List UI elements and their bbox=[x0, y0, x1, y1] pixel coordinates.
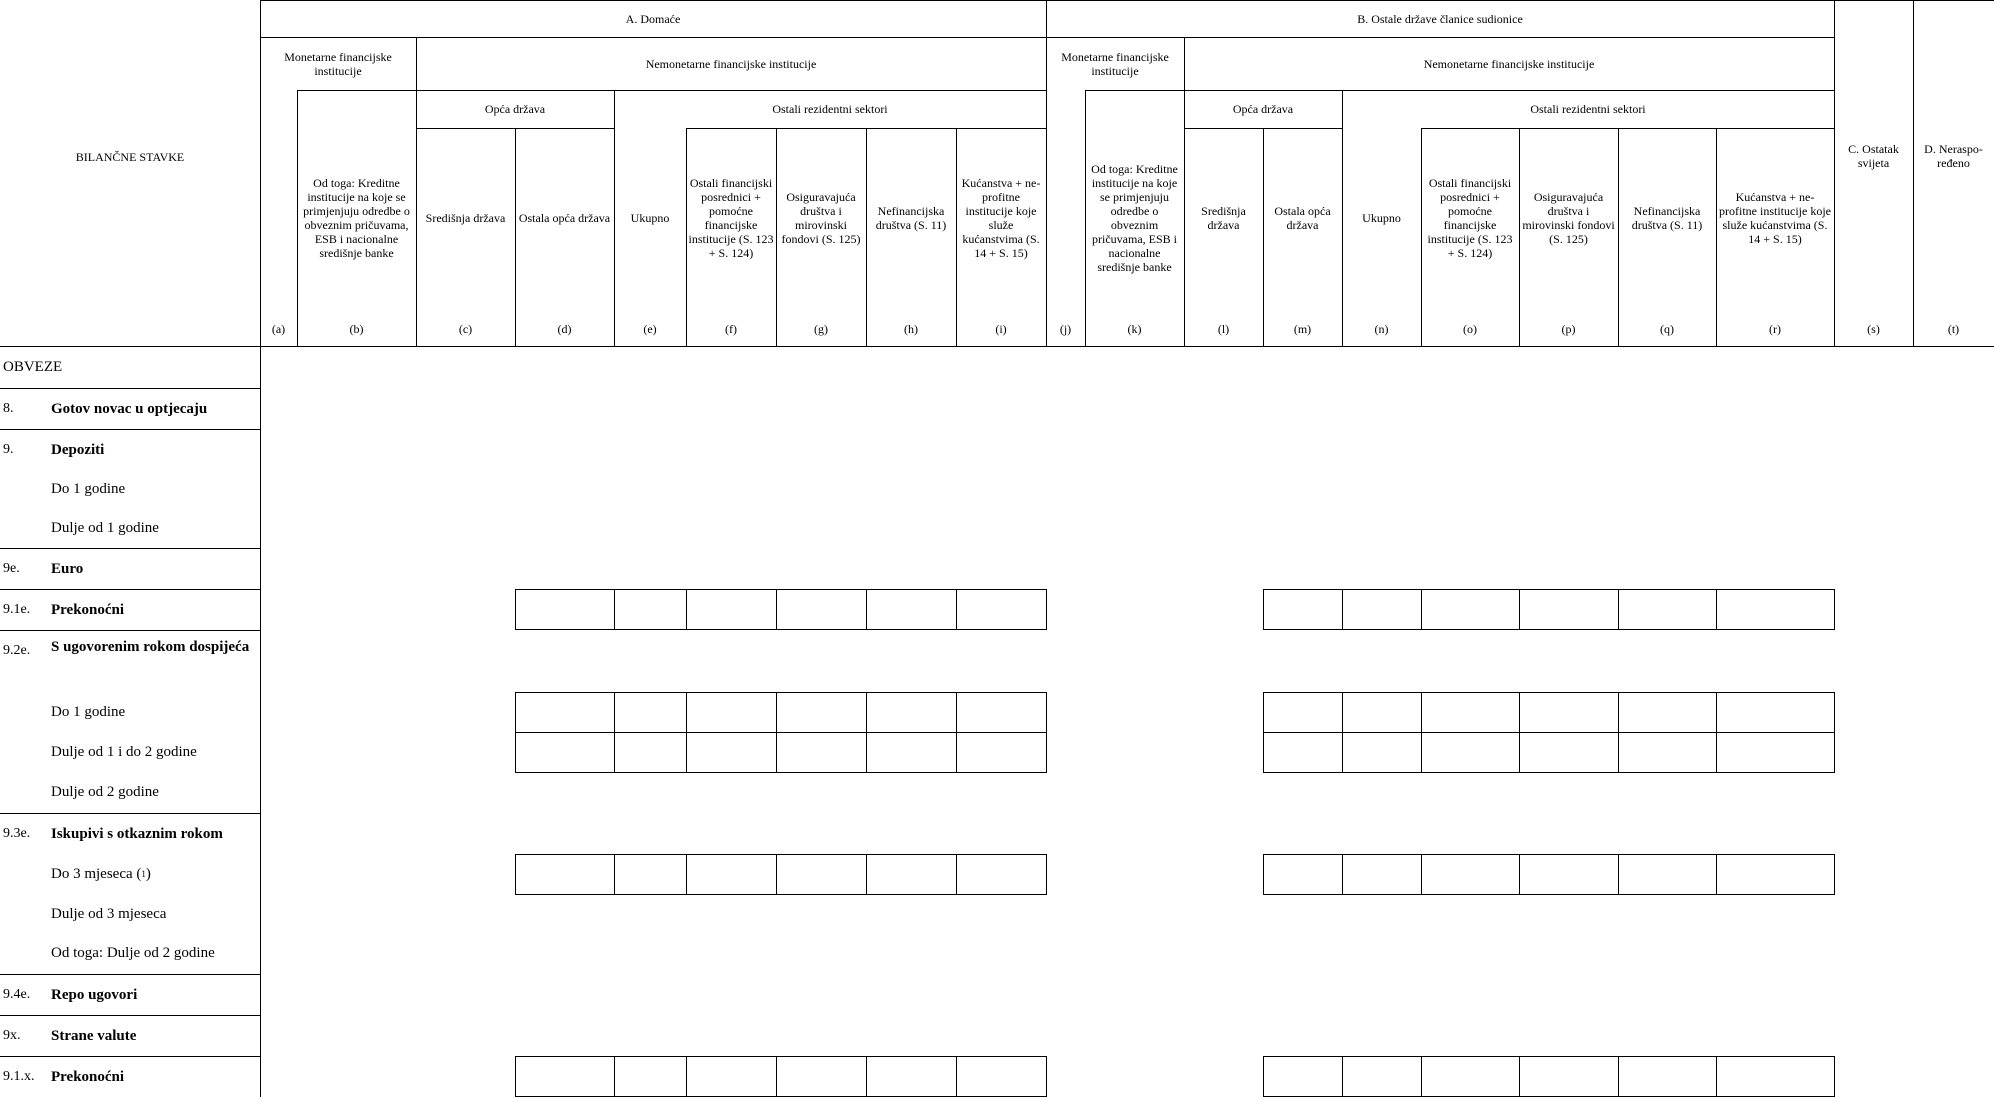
ostali-rez-a-header: Ostali rezidentni sektori bbox=[772, 102, 888, 116]
row-label: Repo ugovori bbox=[51, 987, 138, 1003]
col-r-header: Kućanstva + ne-profitne institucije koje služe kućanstvima (S. 14 + S. 15) bbox=[1719, 190, 1831, 246]
row-code: 9x. bbox=[3, 1028, 21, 1043]
cell-grid-a-9-3e bbox=[515, 854, 1047, 895]
cell-divider bbox=[866, 692, 867, 773]
cell-divider bbox=[1421, 854, 1422, 895]
row-label: Prekonoćni bbox=[51, 602, 125, 618]
mfi-a-header: Monetarne financijske institucije bbox=[284, 49, 392, 78]
cell-divider bbox=[1519, 589, 1520, 630]
row-label: Od toga: Dulje od 2 godine bbox=[51, 945, 215, 961]
cell-divider bbox=[866, 854, 867, 895]
cell-divider bbox=[1618, 589, 1619, 630]
cell-divider bbox=[776, 854, 777, 895]
col-letter: (q) bbox=[1660, 322, 1674, 336]
cell-divider bbox=[956, 589, 957, 630]
cell-divider bbox=[866, 589, 867, 630]
col-letter: (j) bbox=[1059, 322, 1072, 336]
cell-divider bbox=[1618, 692, 1619, 773]
col-letter: (k) bbox=[1127, 322, 1142, 336]
cell-divider bbox=[614, 854, 615, 895]
cell-divider bbox=[1342, 589, 1343, 630]
row-code: 9.2e. bbox=[3, 643, 31, 658]
col-b-header: Od toga: Kreditne institucije na koje se primjenjuju odredbe o obveznim pričuvama, ESB i nacionalne središnje banke bbox=[303, 176, 410, 260]
cell-divider bbox=[1342, 1056, 1343, 1097]
cell-divider bbox=[776, 589, 777, 630]
cell-grid-b-9-1x bbox=[1263, 1056, 1835, 1097]
bilancne-stavke-header: BILANČNE STAVKE bbox=[75, 149, 185, 164]
cell-divider bbox=[686, 854, 687, 895]
col-l-header: Središnja država bbox=[1201, 204, 1246, 232]
row-code: 9e. bbox=[3, 561, 20, 576]
col-g-header: Osiguravajuća društva i mirovinski fondovi (S. 125) bbox=[781, 190, 861, 246]
opca-drzava-b-header: Opća država bbox=[1232, 102, 1294, 116]
cell-divider bbox=[956, 692, 957, 773]
col-o-header: Ostali financijski posrednici + pomoćne financijske institucije (S. 123 + S. 124) bbox=[1427, 176, 1513, 260]
col-h-header: Nefinancijska društva (S. 11) bbox=[875, 204, 947, 232]
cell-divider bbox=[1421, 589, 1422, 630]
cell-divider bbox=[1716, 1056, 1717, 1097]
col-letter: (n) bbox=[1374, 322, 1389, 336]
cell-divider bbox=[956, 854, 957, 895]
cell-divider bbox=[1716, 692, 1717, 773]
group-a-header: A. Domaće bbox=[625, 11, 681, 26]
cell-grid-b-9-3e bbox=[1263, 854, 1835, 895]
cell-divider bbox=[776, 692, 777, 773]
col-e-header: Ukupno bbox=[630, 211, 670, 225]
col-letter: (r) bbox=[1769, 322, 1781, 336]
col-letter: (m) bbox=[1293, 322, 1312, 336]
cell-divider bbox=[1519, 1056, 1520, 1097]
cell-divider bbox=[1618, 1056, 1619, 1097]
row-label: Dulje od 1 godine bbox=[51, 520, 159, 536]
row-label: Gotov novac u optjecaju bbox=[51, 401, 208, 417]
col-t-header: D. Neraspo-ređeno bbox=[1924, 142, 1983, 170]
col-letter: (t) bbox=[1947, 322, 1960, 336]
group-b-header: B. Ostale države članice sudionice bbox=[1357, 11, 1523, 26]
cell-divider bbox=[1618, 854, 1619, 895]
col-letter: (p) bbox=[1561, 322, 1576, 336]
cell-divider bbox=[614, 692, 615, 773]
col-letter: (d) bbox=[557, 322, 572, 336]
row-label: Depoziti bbox=[51, 442, 105, 458]
row-label: Euro bbox=[51, 561, 84, 577]
col-q-header: Nefinancijska društva (S. 11) bbox=[1631, 204, 1703, 232]
row-code: 9.4e. bbox=[3, 987, 31, 1002]
cell-divider bbox=[614, 1056, 615, 1097]
row-label-text: Do 3 mjeseca bbox=[51, 866, 133, 882]
col-k-header: Od toga: Kreditne institucije na koje se primjenjuju odredbe o obveznim pričuvama, ESB i nacionalne središnje banke bbox=[1091, 162, 1178, 274]
col-c-header: Središnja država bbox=[425, 211, 506, 225]
cell-divider bbox=[1716, 854, 1717, 895]
cell-divider bbox=[1716, 589, 1717, 630]
col-d-header: Ostala opća država bbox=[518, 211, 611, 225]
col-n-header: Ukupno bbox=[1362, 211, 1401, 225]
col-letter: (c) bbox=[458, 322, 473, 336]
col-m-header: Ostala opća država bbox=[1274, 204, 1331, 232]
col-letter: (i) bbox=[995, 322, 1007, 336]
row-label: Dulje od 3 mjeseca bbox=[51, 906, 167, 922]
row-code: 8. bbox=[3, 401, 14, 416]
ostali-rez-b-header: Ostali rezidentni sektori bbox=[1530, 102, 1646, 116]
cell-divider bbox=[866, 1056, 867, 1097]
cell-divider bbox=[1342, 854, 1343, 895]
col-letter: (o) bbox=[1463, 322, 1477, 336]
cell-divider bbox=[1421, 1056, 1422, 1097]
cell-grid-a-9-1e bbox=[515, 589, 1047, 630]
cell-divider bbox=[1342, 692, 1343, 773]
row-code: 9. bbox=[3, 442, 14, 457]
cell-grid-b-9-1e bbox=[1263, 589, 1835, 630]
col-letter: (l) bbox=[1217, 322, 1230, 336]
nemfi-b-header: Nemonetarne financijske institucije bbox=[1423, 56, 1595, 71]
row-label: Iskupivi s otkaznim rokom bbox=[51, 826, 223, 842]
cell-divider bbox=[614, 589, 615, 630]
col-letter: (g) bbox=[814, 322, 828, 336]
opca-drzava-a-header: Opća država bbox=[484, 102, 546, 116]
row-label: Do 1 godine bbox=[51, 704, 126, 720]
row-label: Prekonoćni bbox=[51, 1069, 125, 1085]
cell-divider bbox=[1519, 854, 1520, 895]
row-obveze: OBVEZE bbox=[3, 359, 63, 375]
row-code: 9.1.x. bbox=[3, 1069, 35, 1084]
row-code: 9.3e. bbox=[3, 826, 31, 841]
cell-divider bbox=[686, 589, 687, 630]
mfi-b-header: Monetarne financijske institucije bbox=[1061, 49, 1169, 78]
nemfi-a-header: Nemonetarne financijske institucije bbox=[645, 56, 817, 71]
col-letter: (s) bbox=[1867, 322, 1880, 336]
row-label: S ugovorenim rokom dospijeća bbox=[51, 639, 250, 655]
col-letter: (a) bbox=[271, 322, 286, 336]
col-letter: (b) bbox=[349, 322, 364, 336]
cell-divider bbox=[686, 1056, 687, 1097]
col-i-header: Kućanstva + ne-profitne institucije koje služe kućanstvima (S. 14 + S. 15) bbox=[961, 176, 1041, 260]
row-label: Strane valute bbox=[51, 1028, 137, 1044]
col-letter: (f) bbox=[725, 322, 737, 336]
col-p-header: Osiguravajuća društva i mirovinski fondovi (S. 125) bbox=[1522, 190, 1615, 246]
col-letter: (e) bbox=[643, 322, 657, 336]
cell-divider bbox=[1421, 692, 1422, 773]
row-label: Do 3 mjeseca ( 1 ) bbox=[51, 866, 151, 882]
cell-divider bbox=[686, 692, 687, 773]
col-s-header: C. Ostatak svijeta bbox=[1848, 142, 1899, 170]
row-label: Dulje od 2 godine bbox=[51, 784, 159, 800]
cell-divider bbox=[1519, 692, 1520, 773]
col-letter: (h) bbox=[904, 322, 918, 336]
row-label: Do 1 godine bbox=[51, 481, 126, 497]
col-f-header: Ostali financijski posrednici + pomoćne financijske institucije (S. 123 + S. 124) bbox=[688, 176, 774, 260]
footnote-marker: 1 bbox=[141, 869, 146, 879]
cell-divider bbox=[956, 1056, 957, 1097]
row-label: Dulje od 1 i do 2 godine bbox=[51, 744, 197, 760]
cell-grid-a-9-1x bbox=[515, 1056, 1047, 1097]
cell-divider bbox=[776, 1056, 777, 1097]
row-code: 9.1e. bbox=[3, 602, 31, 617]
